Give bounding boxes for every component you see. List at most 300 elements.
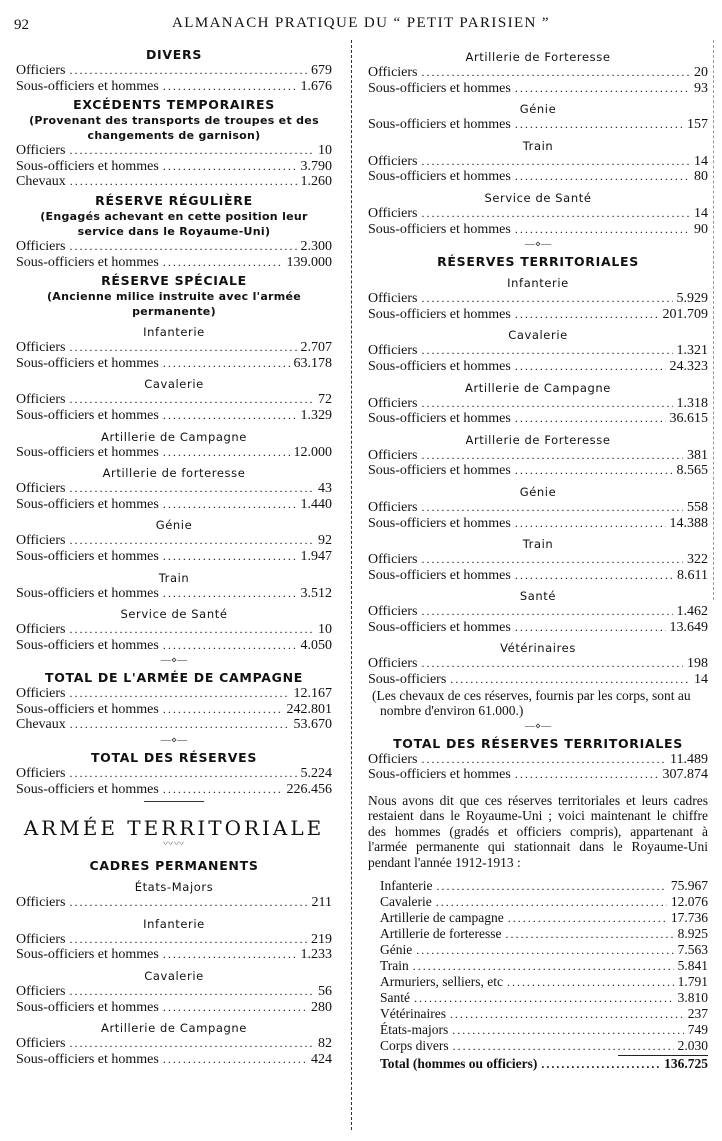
row-label: Officiers (16, 686, 66, 702)
row-value: 749 (687, 1022, 708, 1038)
row-label: Officiers (16, 533, 66, 549)
row-label: Artillerie de campagne (380, 910, 504, 926)
row-label: Officiers (16, 622, 66, 638)
row-label: Vétérinaires (380, 1006, 446, 1022)
row-label: Sous-officiers et hommes (16, 585, 159, 601)
row-label: Officiers (16, 238, 66, 254)
row-value: 82 (318, 1036, 332, 1052)
right-column (368, 44, 708, 1072)
table-row (380, 974, 708, 990)
group-title: États-Majors (134, 880, 214, 895)
dot-leader (450, 672, 690, 688)
table-row (16, 481, 332, 497)
table-row (368, 516, 708, 532)
table-row (16, 159, 332, 175)
section-heading: TOTAL DE L'ARMÉE DE CAMPAGNE (44, 670, 304, 686)
table-row (16, 1052, 332, 1068)
group-title: Génie (155, 518, 193, 533)
table-row (368, 65, 708, 81)
group-title: Cavalerie (144, 969, 204, 984)
dot-leader (163, 586, 297, 602)
row-value: 10 (318, 622, 332, 638)
dot-leader (163, 159, 297, 175)
row-label: Sous-officiers et hommes (368, 117, 511, 133)
row-label: Officiers (16, 63, 66, 78)
dot-leader (422, 448, 684, 464)
row-value: 198 (687, 656, 708, 672)
row-label: Sous-officiers et hommes (368, 515, 511, 531)
table-row (380, 958, 708, 974)
dot-leader (416, 943, 673, 958)
dot-leader (70, 717, 290, 733)
table-row (368, 656, 708, 672)
dot-leader (163, 782, 283, 798)
dot-leader (163, 549, 297, 565)
row-label: Sous-officiers et hommes (368, 567, 511, 583)
row-label: Sous-officiers et hommes (368, 80, 511, 96)
row-value: 12.167 (293, 686, 332, 702)
dot-leader (163, 408, 297, 424)
row-value: 43 (318, 481, 332, 497)
dot-leader (515, 767, 659, 783)
dot-leader (70, 686, 290, 702)
row-label: Sous-officiers et hommes (16, 548, 159, 564)
dot-leader (515, 568, 673, 584)
table-row (368, 411, 708, 427)
wavy-ornament: 〰〰 (163, 839, 185, 851)
table-row (16, 638, 332, 654)
table-row (368, 568, 708, 584)
row-value: 1.462 (676, 604, 708, 620)
dot-leader (163, 947, 297, 963)
table-row (16, 63, 332, 79)
dot-leader (515, 307, 659, 323)
group-title: Service de Santé (120, 607, 228, 622)
row-value: 1.233 (300, 947, 332, 963)
row-value: 12.076 (670, 894, 708, 910)
total-row (380, 1056, 708, 1072)
row-label: Officiers (16, 1036, 66, 1052)
dot-leader (436, 895, 667, 910)
table-row (368, 222, 708, 238)
row-value: 72 (318, 392, 332, 408)
row-value: 558 (687, 499, 708, 515)
group-title: Train (522, 138, 554, 153)
row-value: 14.388 (669, 515, 708, 531)
table-row (16, 947, 332, 963)
dot-leader (453, 1039, 674, 1054)
row-value: 219 (311, 931, 332, 947)
group-title: Cavalerie (144, 377, 204, 392)
dot-leader (70, 392, 315, 408)
row-label: Officiers (16, 340, 66, 356)
section-heading: RÉSERVES TERRITORIALES (437, 254, 639, 270)
table-row (368, 500, 708, 516)
dot-leader (515, 359, 666, 375)
dot-leader (452, 1023, 684, 1038)
row-value: 237 (687, 1006, 708, 1022)
dot-leader (163, 638, 297, 654)
row-value: 14 (694, 153, 708, 169)
section-note: (Provenant des transports de troupes et des changements de garnison) (29, 114, 319, 143)
row-label: Sous-officiers et hommes (16, 1051, 159, 1067)
row-value: 90 (694, 221, 708, 237)
dot-leader (422, 65, 691, 81)
dot-leader (422, 206, 691, 222)
row-value: 8.611 (677, 567, 708, 583)
ornament: —⋄— (160, 655, 188, 667)
section-heading: CADRES PERMANENTS (89, 858, 259, 874)
dot-leader (422, 604, 673, 620)
row-label: Officiers (16, 984, 66, 1000)
group-title: Artillerie de Forteresse (465, 432, 611, 447)
dot-leader (515, 463, 673, 479)
page-number: 92 (14, 17, 29, 33)
dot-leader (70, 533, 315, 549)
armee-title: ARMÉE TERRITORIALE (23, 816, 325, 841)
row-value: 92 (318, 533, 332, 549)
table-row (380, 1022, 708, 1038)
section-heading: EXCÉDENTS TEMPORAIRES (73, 97, 275, 113)
row-value: 1.440 (300, 496, 332, 512)
dot-leader (163, 255, 283, 271)
row-value: 211 (311, 895, 332, 911)
row-value: 136.725 (664, 1056, 708, 1072)
dot-leader (163, 445, 290, 461)
column-divider (351, 40, 352, 1130)
row-value: 322 (687, 552, 708, 568)
summary-table (368, 878, 708, 1072)
dot-leader (515, 411, 666, 427)
row-label: Sous-officiers et hommes (368, 169, 511, 185)
dot-leader (70, 932, 308, 948)
section-heading: RÉSERVE RÉGULIÈRE (95, 192, 253, 208)
group-title: Train (158, 570, 190, 585)
table-row (368, 396, 708, 412)
row-label: Sous-officiers et hommes (16, 637, 159, 653)
dot-leader (515, 620, 666, 636)
table-row (368, 117, 708, 133)
row-value: 12.000 (293, 444, 332, 460)
table-row (380, 910, 708, 926)
dot-leader (422, 396, 673, 412)
section-note: (Ancienne milice instruite avec l'armée permanente) (46, 290, 302, 319)
table-row (368, 604, 708, 620)
row-value: 13.649 (669, 619, 708, 635)
table-row (16, 932, 332, 948)
row-value: 24.323 (669, 358, 708, 374)
table-row (16, 984, 332, 1000)
row-value: 3.810 (677, 990, 708, 1006)
row-value: 20 (694, 65, 708, 80)
table-row (368, 672, 708, 688)
row-value: 1.791 (677, 974, 708, 990)
group-title: Artillerie de Forteresse (465, 50, 611, 64)
row-value: 2.030 (677, 1038, 708, 1054)
row-label: Officiers (368, 751, 418, 767)
page-edge-rule (713, 40, 714, 600)
table-row (368, 448, 708, 464)
dot-leader (422, 500, 684, 516)
row-label: Total (hommes ou officiers) (380, 1056, 538, 1072)
row-label: Infanterie (380, 878, 433, 894)
row-value: 381 (687, 447, 708, 463)
row-value: 63.178 (293, 355, 332, 371)
row-value: 1.676 (300, 78, 332, 94)
row-label: Sous-officiers et hommes (16, 355, 159, 371)
table-row (16, 356, 332, 372)
group-title: Artillerie de Campagne (101, 1021, 247, 1036)
row-label: Officiers (16, 931, 66, 947)
dot-leader (515, 169, 690, 185)
row-label: Officiers (16, 766, 66, 782)
group-title: Génie (519, 484, 557, 499)
left-column (16, 44, 332, 1067)
table-row (380, 878, 708, 894)
row-value: 4.050 (300, 637, 332, 653)
table-row (380, 990, 708, 1006)
row-label: Artillerie de forteresse (380, 926, 502, 942)
dot-leader (422, 343, 673, 359)
page-header (0, 0, 722, 40)
dot-leader (414, 991, 674, 1006)
row-label: Génie (380, 942, 413, 958)
row-label: Sous-officiers et hommes (16, 444, 159, 460)
group-title: Cavalerie (508, 328, 568, 343)
row-value: 14 (694, 672, 708, 688)
table-row (16, 1036, 332, 1052)
dot-leader (70, 340, 297, 356)
row-value: 424 (311, 1051, 332, 1067)
row-value: 14 (694, 205, 708, 221)
row-label: Officiers (368, 395, 418, 411)
table-row (16, 702, 332, 718)
row-value: 53.670 (293, 717, 332, 733)
row-label: Chevaux (16, 717, 66, 733)
dot-leader (422, 552, 684, 568)
row-label: Sous-officiers et hommes (368, 463, 511, 479)
row-label: Officiers (368, 205, 418, 221)
section-note: (Engagés achevant en cette position leur service dans le Royaume-Uni) (40, 209, 308, 238)
row-label: Sous-officiers et hommes (368, 306, 511, 322)
row-value: 280 (311, 999, 332, 1015)
row-value: 1.329 (300, 407, 332, 423)
row-value: 242.801 (286, 701, 332, 717)
dot-leader (422, 154, 691, 170)
section-heading: RÉSERVE SPÉCIALE (101, 273, 247, 289)
table-row (16, 766, 332, 782)
dot-leader (505, 927, 673, 942)
ornament-rule (144, 801, 204, 802)
row-value: 226.456 (286, 781, 332, 797)
group-title: Infanterie (143, 325, 205, 340)
row-label: Officiers (368, 552, 418, 568)
row-label: Sous-officiers et hommes (368, 358, 511, 374)
row-label: Cavalerie (380, 894, 432, 910)
row-label: Officiers (368, 604, 418, 620)
table-row (368, 552, 708, 568)
row-label: Officiers (368, 291, 418, 307)
table-row (16, 408, 332, 424)
group-title: Infanterie (507, 276, 569, 291)
row-value: 8.565 (676, 463, 708, 479)
row-value: 8.925 (677, 926, 708, 942)
dot-leader (70, 174, 297, 190)
row-label: Sous-officiers et hommes (368, 619, 511, 635)
dot-leader (70, 63, 308, 79)
section-heading: DIVERS (145, 47, 203, 62)
row-label: Sous-officiers et hommes (16, 701, 159, 717)
row-label: Train (380, 958, 409, 974)
row-label: Chevaux (16, 174, 66, 190)
row-label: Santé (380, 990, 410, 1006)
group-title: Artillerie de forteresse (102, 466, 246, 481)
dot-leader (163, 1052, 307, 1068)
row-value: 201.709 (662, 306, 708, 322)
table-row (368, 343, 708, 359)
table-row (16, 445, 332, 461)
table-row (16, 143, 332, 159)
ornament: —⋄— (524, 239, 552, 251)
table-row (380, 942, 708, 958)
table-row (368, 169, 708, 185)
table-row (16, 622, 332, 638)
table-row (368, 767, 708, 783)
dot-leader (163, 1000, 307, 1016)
table-row (16, 686, 332, 702)
row-value: 75.967 (670, 878, 708, 894)
section-note: (Les chevaux de ces réserves, fournis par les corps, sont au nombre d'environ 61.000.) (372, 687, 691, 719)
dot-leader (436, 879, 666, 894)
table-row (368, 81, 708, 97)
dot-leader (515, 516, 666, 532)
row-value: 5.929 (676, 291, 708, 307)
table-row (16, 497, 332, 513)
row-value: 5.224 (300, 766, 332, 782)
table-row (380, 894, 708, 910)
ornament: —⋄— (524, 720, 552, 732)
row-label: Sous-officiers et hommes (16, 78, 159, 94)
dot-leader (508, 911, 667, 926)
row-label: Sous-officiers et hommes (368, 411, 511, 427)
row-label: Sous-officiers et hommes (368, 767, 511, 783)
table-row (16, 255, 332, 271)
table-row (368, 206, 708, 222)
dot-leader (422, 291, 673, 307)
row-label: Sous-officiers et hommes (16, 407, 159, 423)
dot-leader (515, 222, 690, 238)
dot-leader (163, 702, 283, 718)
table-row (16, 533, 332, 549)
dot-leader (70, 984, 315, 1000)
row-label: Corps divers (380, 1038, 449, 1054)
dot-leader (515, 81, 690, 97)
dot-leader (422, 752, 667, 768)
table-row (368, 307, 708, 323)
table-row (380, 926, 708, 942)
dot-leader (70, 766, 297, 782)
row-label: Officiers (16, 895, 66, 911)
row-value: 679 (311, 63, 332, 78)
row-label: Sous-officiers et hommes (16, 999, 159, 1015)
row-value: 1.947 (300, 548, 332, 564)
row-value: 56 (318, 984, 332, 1000)
row-value: 139.000 (286, 254, 332, 270)
row-value: 5.841 (677, 958, 708, 974)
group-title: Artillerie de Campagne (101, 429, 247, 444)
ornament: —⋄— (160, 735, 188, 747)
row-value: 10 (318, 143, 332, 159)
row-label: Officiers (16, 143, 66, 159)
dot-leader (422, 656, 684, 672)
row-value: 1.260 (300, 174, 332, 190)
dot-leader (70, 622, 315, 638)
table-row (368, 291, 708, 307)
row-label: Sous-officiers et hommes (16, 947, 159, 963)
dot-leader (163, 497, 297, 513)
table-row (16, 392, 332, 408)
table-row (380, 1006, 708, 1022)
row-value: 1.321 (676, 343, 708, 359)
table-row (16, 340, 332, 356)
dot-leader (163, 79, 297, 95)
row-label: États-majors (380, 1022, 449, 1038)
table-row (16, 549, 332, 565)
body-paragraph: Nous avons dit que ces réserves territoriales et leurs cadres restaient dans le Royaume-Uni ; voici maintenant le chiffre des hommes (gradés et officiers compris), appartenant à l'armée permanente qui stationnait dans le Royaume-Uni pendant l'année 1912-1913 : (368, 792, 708, 870)
row-label: Officiers (368, 65, 418, 80)
dot-leader (450, 1007, 684, 1022)
group-title: Artillerie de Campagne (465, 380, 611, 395)
row-value: 80 (694, 169, 708, 185)
table-row (16, 239, 332, 255)
running-title: ALMANACH PRATIQUE DU “ PETIT PARISIEN ” (172, 15, 550, 31)
row-value: 157 (687, 117, 708, 133)
dot-leader (507, 975, 674, 990)
row-label: Sous-officiers et hommes (368, 221, 511, 237)
table-row (368, 359, 708, 375)
row-label: Officiers (368, 656, 418, 672)
row-label: Officiers (16, 481, 66, 497)
table-row (16, 1000, 332, 1016)
table-row (16, 782, 332, 798)
table-row (16, 174, 332, 190)
table-row (368, 154, 708, 170)
dot-leader (70, 1036, 315, 1052)
dot-leader (515, 117, 683, 133)
group-title: Vétérinaires (500, 641, 576, 656)
row-label: Armuriers, selliers, etc (380, 974, 503, 990)
dot-leader (413, 959, 674, 974)
dot-leader (70, 239, 297, 255)
section-heading: TOTAL DES RÉSERVES (90, 750, 258, 766)
table-row (16, 79, 332, 95)
row-label: Officiers (368, 343, 418, 359)
row-value: 93 (694, 80, 708, 96)
dot-leader (541, 1057, 660, 1072)
row-value: 2.300 (300, 238, 332, 254)
table-row (16, 586, 332, 602)
table-row (16, 717, 332, 733)
dot-leader (70, 895, 308, 911)
row-value: 3.790 (300, 158, 332, 174)
row-value: 36.615 (669, 411, 708, 427)
group-title: Santé (519, 589, 557, 604)
row-label: Sous-officiers et hommes (16, 254, 159, 270)
row-label: Officiers (16, 392, 66, 408)
table-row (368, 620, 708, 636)
group-title: Train (522, 537, 554, 552)
dot-leader (163, 356, 290, 372)
